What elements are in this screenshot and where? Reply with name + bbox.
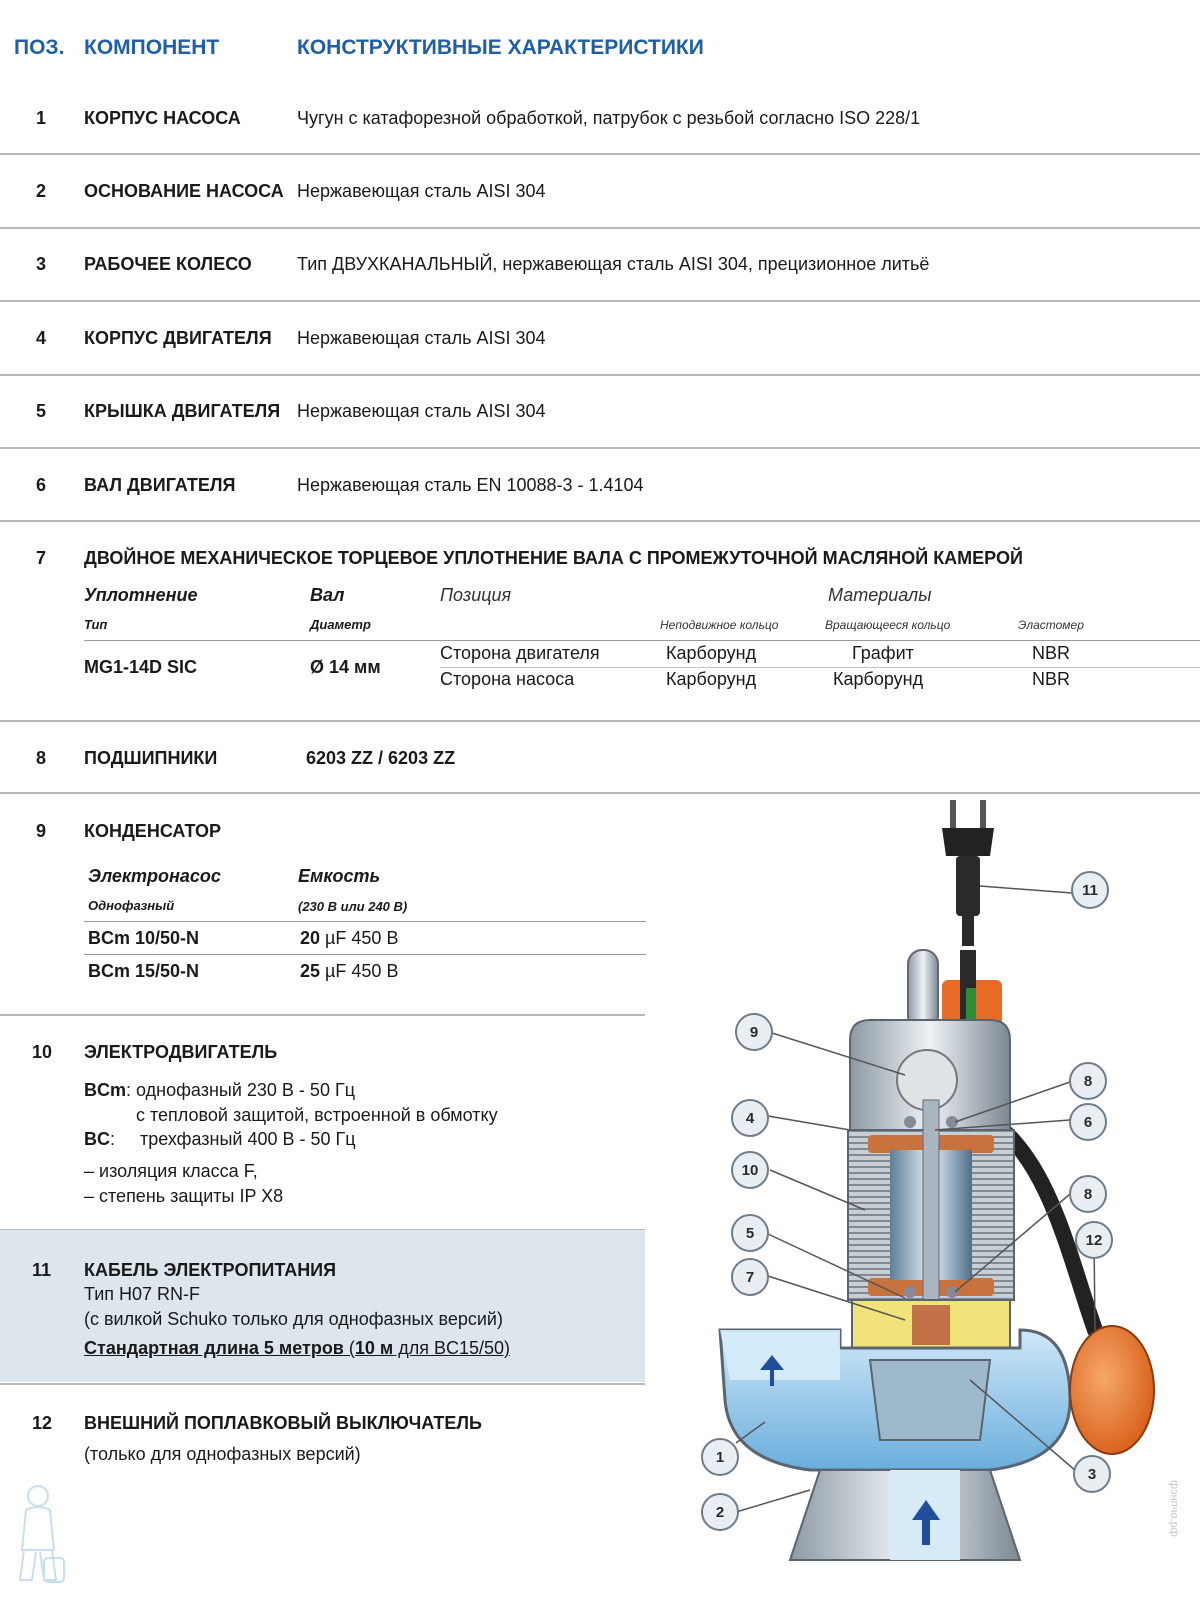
- divider: [440, 667, 1200, 668]
- callout-11: [1072, 872, 1108, 908]
- callout-12: [1076, 1222, 1112, 1258]
- callout-7: [732, 1259, 768, 1295]
- motor-bc-line: [84, 1129, 356, 1150]
- seal-header-shaft: Вал: [310, 585, 345, 605]
- capacitor-header-pump: Электронасос: [88, 866, 221, 886]
- row-number: 4: [36, 328, 47, 348]
- capacitor-value-unit: µF 450 В: [325, 961, 399, 981]
- callout-label: 11: [1082, 882, 1098, 899]
- callout-label: 4: [745, 1110, 755, 1127]
- divider: [0, 447, 1200, 449]
- callout-label: 1: [715, 1449, 725, 1466]
- callout-9: [736, 1014, 772, 1050]
- motor-bcm-line: [84, 1080, 355, 1101]
- seal-header-position: Позиция: [440, 585, 512, 605]
- seal-rotating: Графит: [852, 643, 914, 663]
- seal-header-diameter: Диаметр: [310, 617, 371, 632]
- row-number: 5: [36, 401, 47, 421]
- motor-bc-text: : трехфазный 400 В - 50 Гц: [110, 1129, 356, 1149]
- row-number: 2: [36, 181, 47, 201]
- divider: [0, 1014, 645, 1016]
- callout-label: 2: [715, 1504, 725, 1521]
- divider: [0, 1383, 645, 1385]
- capacitor-value: [300, 961, 398, 982]
- cable-plug-note: (с вилкой Schuko только для однофазных версий): [84, 1309, 503, 1329]
- float-name: ВНЕШНИЙ ПОПЛАВКОВЫЙ ВЫКЛЮЧАТЕЛЬ: [84, 1413, 482, 1433]
- plumber-mascot-icon: [8, 1480, 68, 1590]
- cable-std-bold: Стандартная длина 5 метров: [84, 1338, 344, 1358]
- capacitor-header-voltage: (230 В или 240 В): [298, 899, 408, 914]
- row-description: Нержавеющая сталь AISI 304: [297, 401, 546, 421]
- divider: [84, 640, 1200, 641]
- callout-label: 3: [1087, 1466, 1097, 1483]
- row-description: Тип ДВУХКАНАЛЬНЫЙ, нержавеющая сталь AISI 304, прецизионное литьё: [297, 254, 930, 274]
- motor-name: ЭЛЕКТРОДВИГАТЕЛЬ: [84, 1042, 278, 1062]
- callout-label: 5: [745, 1225, 755, 1242]
- float-number: 12: [32, 1413, 53, 1433]
- cable-standard-length: [84, 1338, 510, 1359]
- seal-header-elastomer: Эластомер: [1018, 618, 1084, 632]
- seal-diameter: Ø 14 мм: [310, 657, 381, 677]
- callout-2: [702, 1494, 738, 1530]
- callout-10: [732, 1152, 768, 1188]
- motor-bullet: – степень защиты IP X8: [84, 1186, 284, 1206]
- motor-number: 10: [32, 1042, 53, 1062]
- capacitor-value-number: 20: [300, 928, 321, 948]
- seal-header-materials: Материалы: [828, 585, 932, 605]
- seal-type: MG1-14D SIC: [84, 657, 198, 677]
- row-component: РАБОЧЕЕ КОЛЕСО: [84, 254, 252, 274]
- row-component: ОСНОВАНИЕ НАСОСА: [84, 181, 284, 201]
- capacitor-header-capacity: Емкость: [298, 866, 381, 886]
- callout-label: 6: [1083, 1114, 1093, 1131]
- callout-8: [1070, 1063, 1106, 1099]
- callout-label: 7: [745, 1269, 755, 1286]
- header-component: КОМПОНЕНТ: [84, 36, 220, 59]
- motor-bc-label: BC: [84, 1129, 110, 1149]
- seal-header-seal: Уплотнение: [84, 585, 198, 605]
- capacitor-value: [300, 928, 398, 949]
- seal-header-type: Тип: [84, 617, 108, 632]
- seal-elastomer: NBR: [1032, 669, 1071, 689]
- row-description: Нержавеющая сталь AISI 304: [297, 328, 546, 348]
- header-characteristics: КОНСТРУКТИВНЫЕ ХАРАКТЕРИСТИКИ: [297, 36, 704, 59]
- row-number: 1: [36, 108, 47, 128]
- cable-number: 11: [32, 1260, 52, 1280]
- callout-5: [732, 1215, 768, 1251]
- row-component: КРЫШКА ДВИГАТЕЛЯ: [84, 401, 281, 421]
- seal-elastomer: NBR: [1032, 643, 1071, 663]
- capacitor-header-single: Однофазный: [88, 898, 175, 913]
- callout-label: 8: [1083, 1186, 1093, 1203]
- callout-6: [1070, 1104, 1106, 1140]
- row-description: Нержавеющая сталь AISI 304: [297, 181, 546, 201]
- capacitor-model: BCm 10/50-N: [88, 928, 200, 948]
- callout-label: 12: [1085, 1232, 1103, 1249]
- seal-title: ДВОЙНОЕ МЕХАНИЧЕСКОЕ ТОРЦЕВОЕ УПЛОТНЕНИЕ ВАЛА С ПРОМЕЖУТОЧНОЙ МАСЛЯНОЙ КАМЕРОЙ: [84, 548, 1023, 568]
- motor-bcm-label: BCm: [84, 1080, 127, 1100]
- seal-header-stationary: Неподвижное кольцо: [660, 618, 779, 632]
- header-pos: ПОЗ.: [14, 36, 65, 59]
- float-note: (только для однофазных версий): [84, 1444, 361, 1464]
- cable-panel: [0, 1230, 645, 1382]
- cable-std-rest: для BC15/50): [393, 1338, 511, 1358]
- divider: [0, 153, 1200, 155]
- capacitor-number: 9: [36, 821, 47, 841]
- bearings-number: 8: [36, 748, 47, 768]
- row-component: ВАЛ ДВИГАТЕЛЯ: [84, 475, 236, 495]
- plug-icon: [942, 800, 994, 946]
- callout-label: 10: [741, 1162, 759, 1179]
- divider: [0, 374, 1200, 376]
- motor-bcm-line2: с тепловой защитой, встроенной в обмотку: [136, 1105, 498, 1125]
- seal-stationary: Карборунд: [666, 643, 757, 663]
- cable-std-open: (: [343, 1338, 355, 1358]
- divider: [0, 720, 1200, 722]
- seal-number: 7: [36, 548, 47, 568]
- row-number: 3: [36, 254, 47, 274]
- row-number: 6: [36, 475, 47, 495]
- callout-8b: [1070, 1176, 1106, 1212]
- row-component: КОРПУС НАСОСА: [84, 108, 241, 128]
- cable-type: Тип H07 RN-F: [84, 1284, 201, 1304]
- divider: [0, 300, 1200, 302]
- row-description: Нержавеющая сталь EN 10088-3 - 1.4104: [297, 475, 644, 495]
- motor-bullet: – изоляция класса F,: [84, 1161, 258, 1181]
- callout-1: [702, 1439, 738, 1475]
- row-description: Чугун с катафорезной обработкой, патрубок с резьбой согласно ISO 228/1: [297, 108, 921, 128]
- callout-label: 9: [749, 1024, 759, 1041]
- callout-4: [732, 1100, 768, 1136]
- seal-position: Сторона двигателя: [440, 643, 600, 663]
- cable-std-bold2: 10 м: [354, 1338, 394, 1358]
- seal-position: Сторона насоса: [440, 669, 575, 689]
- divider: [0, 227, 1200, 229]
- cable-name: КАБЕЛЬ ЭЛЕКТРОПИТАНИЯ: [84, 1260, 337, 1280]
- callout-3: [1074, 1456, 1110, 1492]
- divider: [0, 792, 1200, 794]
- bearings-name: ПОДШИПНИКИ: [84, 748, 218, 768]
- pump-cross-section-diagram: [690, 800, 1190, 1580]
- seal-stationary: Карборунд: [666, 669, 757, 689]
- seal-rotating: Карборунд: [833, 669, 924, 689]
- callout-label: 8: [1083, 1073, 1093, 1090]
- row-component: КОРПУС ДВИГАТЕЛЯ: [84, 328, 272, 348]
- capacitor-name: КОНДЕНСАТОР: [84, 821, 222, 841]
- divider: [0, 520, 1200, 522]
- capacitor-value-unit: µF 450 В: [325, 928, 399, 948]
- motor-bcm-text: : однофазный 230 В - 50 Гц: [126, 1080, 356, 1100]
- divider: [84, 921, 646, 922]
- seal-header-rotating: Вращающееся кольцо: [825, 618, 951, 632]
- capacitor-value-number: 25: [300, 961, 321, 981]
- divider: [84, 954, 646, 955]
- capacitor-model: BCm 15/50-N: [88, 961, 200, 981]
- bearings-value: 6203 ZZ / 6203 ZZ: [306, 748, 456, 768]
- watermark: фэнпчо.рф: [1168, 1480, 1180, 1537]
